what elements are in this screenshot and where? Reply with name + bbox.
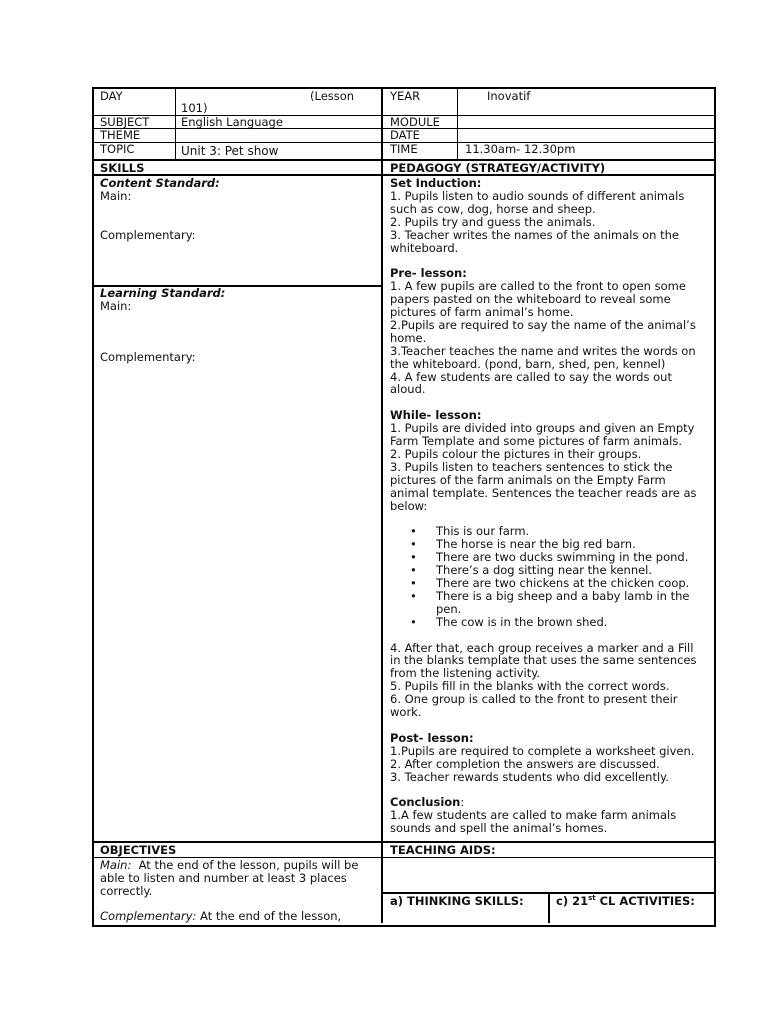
- divider: [457, 89, 458, 161]
- lesson-plan-table: [92, 87, 716, 927]
- cl-prefix: c) 21: [556, 894, 589, 908]
- while-lesson-lines: [390, 422, 710, 512]
- conclusion-colon: :: [460, 795, 465, 810]
- list-item: • There is a big sheep and a baby lamb in the: [390, 590, 710, 603]
- text-line: 3. Teacher rewards students who did excellently.: [390, 769, 669, 784]
- set-induction-lines: [390, 190, 710, 255]
- year-label: YEAR: [390, 89, 421, 103]
- pre-lesson-lines: [390, 280, 710, 396]
- cl-suffix: CL ACTIVITIES:: [595, 894, 695, 908]
- while-lesson-lines-after: [390, 642, 710, 719]
- divider: [175, 89, 176, 161]
- text-line: 4. A few students are called to say the words out: [390, 369, 672, 384]
- content-main-label: Main:: [100, 189, 132, 203]
- content-complementary-label: Complementary:: [100, 228, 196, 242]
- topic-label: TOPIC: [100, 142, 135, 156]
- list-item: • The cow is in the brown shed.: [390, 616, 710, 629]
- text-line: aloud.: [390, 382, 426, 397]
- post-lesson-heading: Post- lesson:: [390, 730, 474, 745]
- skills-title: SKILLS: [100, 161, 145, 175]
- text-line: sounds and spell the animal’s homes.: [390, 821, 608, 836]
- text-line: in the blanks template that uses the same sentences: [390, 653, 697, 668]
- thinking-skills-title: a) THINKING SKILLS:: [390, 894, 524, 908]
- post-lesson-lines: [390, 745, 710, 784]
- text-line: 3.Teacher teaches the name and writes the words on: [390, 343, 696, 358]
- theme-label: THEME: [100, 128, 141, 142]
- time-label: TIME: [390, 142, 418, 156]
- list-item: • There are two chickens at the chicken coop.: [390, 577, 710, 590]
- subject-value: English Language: [181, 115, 283, 129]
- text-line: pictures of the farm animals on the Empty Farm: [390, 472, 666, 487]
- list-item: • There are two ducks swimming in the pond.: [390, 551, 710, 564]
- divider: [381, 89, 383, 923]
- text-line: 2. After completion the answers are discussed.: [390, 756, 660, 771]
- pre-lesson-heading: Pre- lesson:: [390, 266, 467, 281]
- conclusion-heading: Conclusion: [390, 795, 461, 810]
- text-line: pictures of farm animal’s home.: [390, 305, 574, 320]
- text-line: the whiteboard. (pond, barn, shed, pen, kennel): [390, 356, 666, 371]
- text-line: 3. Pupils listen to teachers sentences to stick the: [390, 459, 673, 474]
- topic-value: Unit 3: Pet show: [181, 144, 279, 158]
- year-value: Inovatif: [487, 89, 531, 103]
- objectives-complementary-text: At the end of the lesson,: [196, 909, 342, 923]
- text-line: 2.Pupils are required to say the name of the animal’s: [390, 317, 696, 332]
- pedagogy-content: [390, 177, 710, 835]
- teaching-aids-title: TEACHING AIDS:: [390, 843, 496, 857]
- text-line: 3. Teacher writes the names of the animals on the: [390, 227, 679, 242]
- cl-activities-title: [556, 895, 695, 908]
- date-label: DATE: [390, 128, 420, 142]
- text-line: 6. One group is called to the front to present their: [390, 692, 678, 707]
- text-line: 1. A few pupils are called to the front to open some: [390, 279, 686, 294]
- text-line: below:: [390, 498, 428, 513]
- list-item-continuation: pen.: [436, 601, 462, 616]
- content-standard-heading: Content Standard:: [100, 176, 220, 190]
- text-line: from the listening activity.: [390, 666, 541, 681]
- text-line: 1.Pupils are required to complete a worksheet given.: [390, 743, 695, 758]
- text-line: work.: [390, 705, 422, 720]
- text-line: animal template. Sentences the teacher reads are as: [390, 485, 697, 500]
- text-line: home.: [390, 330, 427, 345]
- lesson-text: (Lesson: [310, 89, 355, 103]
- subject-label: SUBJECT: [100, 115, 150, 129]
- list-item: • The horse is near the big red barn.: [390, 538, 710, 551]
- day-label: DAY: [100, 89, 123, 103]
- learning-complementary-label: Complementary:: [100, 350, 196, 364]
- text-line: 1. Pupils are divided into groups and given an Empty: [390, 421, 695, 436]
- text-line: 5. Pupils fill in the blanks with the correct words.: [390, 679, 670, 694]
- text-line: papers pasted on the whiteboard to reveal some: [390, 292, 671, 307]
- objectives-main-text-3: correctly.: [100, 884, 153, 898]
- time-value: 11.30am- 12.30pm: [465, 142, 576, 156]
- module-label: MODULE: [390, 115, 440, 129]
- set-induction-heading: Set Induction:: [390, 176, 482, 190]
- text-line: whiteboard.: [390, 240, 459, 255]
- objectives-title: OBJECTIVES: [100, 843, 177, 857]
- objectives-complementary-row: [100, 910, 341, 923]
- text-line: 2. Pupils colour the pictures in their groups.: [390, 447, 642, 461]
- text-line: 1.A few students are called to make farm animals: [390, 808, 677, 823]
- divider: [548, 892, 550, 923]
- learning-main-label: Main:: [100, 299, 132, 313]
- list-item: • This is our farm.: [390, 525, 710, 538]
- objectives-main-text: At the end of the lesson, pupils will be: [131, 858, 359, 872]
- while-lesson-heading: While- lesson:: [390, 408, 482, 423]
- text-line: 1. Pupils listen to audio sounds of different animals: [390, 188, 685, 203]
- objectives-complementary-label: Complementary:: [100, 909, 197, 923]
- conclusion-lines: [390, 809, 710, 835]
- learning-standard-heading: Learning Standard:: [100, 286, 226, 300]
- lesson-number: 101): [181, 101, 208, 115]
- text-line: such as cow, dog, horse and sheep.: [390, 201, 596, 216]
- text-line: 4. After that, each group receives a marker and a Fill: [390, 640, 694, 655]
- objectives-main-label: Main:: [100, 858, 132, 872]
- pedagogy-title: PEDAGOGY (STRATEGY/ACTIVITY): [390, 161, 606, 175]
- text-line: Farm Template and some pictures of farm animals.: [390, 434, 683, 449]
- farm-sentences-list: [390, 525, 710, 628]
- list-item: • There’s a dog sitting near the kennel.: [390, 564, 710, 577]
- objectives-main-text-2: able to listen and number at least 3 places: [100, 871, 347, 885]
- text-line: 2. Pupils try and guess the animals.: [390, 214, 596, 229]
- cl-sup: st: [588, 894, 596, 903]
